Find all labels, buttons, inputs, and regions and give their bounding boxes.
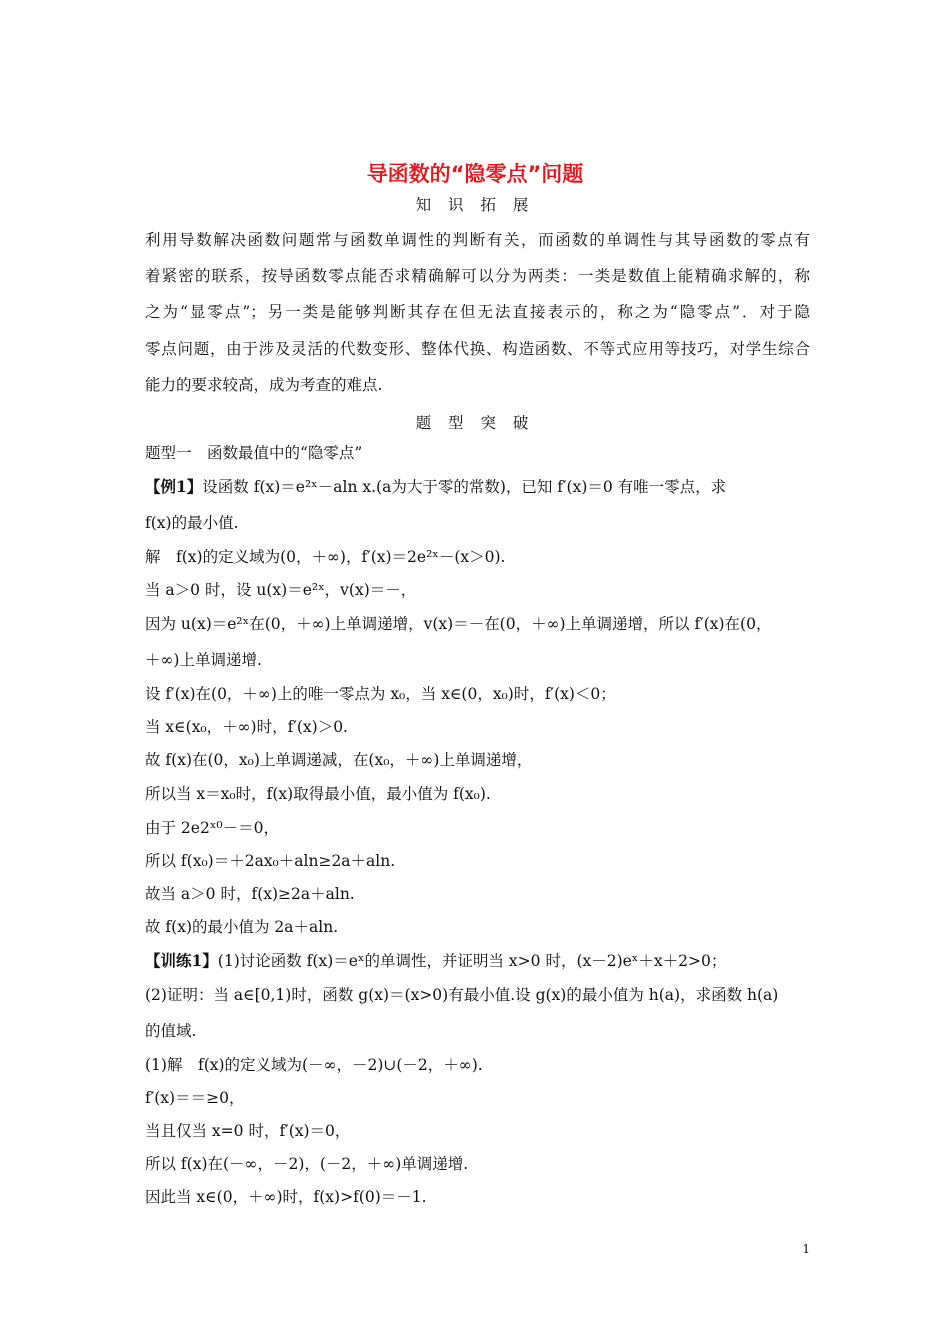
training1-part2-line2: 的值域.	[145, 1022, 197, 1040]
intro-line-1: 利用导数解决函数问题常与函数单调性的判断有关，而函数的单调性与其导函数的零点有	[145, 231, 810, 249]
example1-solution-line: 故当 a＞0 时，f(x)≥2a＋aln.	[145, 885, 355, 903]
example1-question-text: 设函数 f(x)＝e²ˣ－aln x.(a为大于零的常数)，已知 f′(x)＝0 有唯一零点，求	[202, 478, 727, 496]
example1-solution-line: 当 x∈(x₀，＋∞)时，f′(x)＞0.	[145, 718, 348, 736]
intro-line-2: 着紧密的联系，按导函数零点能否求精确解可以分为两类：一类是数值上能精确求解的，称	[145, 267, 810, 285]
example1-question-line1	[145, 477, 810, 497]
example1-solution-line: 因为 u(x)＝e²ˣ在(0，＋∞)上单调递增，v(x)＝－在(0，＋∞)上单调递增，所以 f′(x)在(0，	[145, 615, 772, 633]
example1-solution-line: 所以 f(x₀)＝＋2ax₀＋aln≥2a＋aln.	[145, 852, 396, 870]
intro-line-3: 之为“显零点”；另一类是能够判断其存在但无法直接表示的，称之为“隐零点”．对于隐	[145, 303, 810, 321]
example1-solution-line: 设 f′(x)在(0，＋∞)上的唯一零点为 x₀，当 x∈(0，x₀)时，f′(x)＜0；	[145, 685, 616, 703]
type-one-heading: 题型一 函数最值中的“隐零点”	[145, 444, 363, 462]
intro-line-5: 能力的要求较高，成为考查的难点.	[145, 376, 383, 394]
training1-label: 【训练1】	[145, 951, 218, 970]
example1-solution-line: ＋∞)上单调递增.	[145, 651, 262, 669]
page-title: 导函数的“隐零点”问题	[366, 162, 584, 186]
page-number: 1	[802, 1242, 810, 1256]
training1-part1	[145, 951, 810, 971]
example1-solution-line: 故 f(x)在(0，x₀)上单调递减，在(x₀，＋∞)上单调递增，	[145, 751, 533, 769]
training1-solution-line: 所以 f(x)在(－∞，－2)，(－2，＋∞)单调递增.	[145, 1155, 469, 1173]
training1-solution-line: 因此当 x∈(0，＋∞)时，f(x)>f(0)＝－1.	[145, 1188, 427, 1206]
example1-solution-line: 所以当 x＝x₀时，f(x)取得最小值，最小值为 f(x₀).	[145, 785, 491, 803]
training1-part2-line1: (2)证明：当 a∈[0,1)时，函数 g(x)＝(x>0)有最小值.设 g(x)的最小值为 h(a)，求函数 h(a)	[145, 986, 779, 1004]
training1-solution-line: (1)解 f(x)的定义域为(－∞，－2)∪(－2，＋∞).	[145, 1056, 483, 1074]
example1-solution-line: 解 f(x)的定义域为(0，＋∞)，f′(x)＝2e²ˣ－(x＞0).	[145, 548, 506, 566]
example1-label: 【例1】	[145, 477, 203, 496]
training1-solution-line: f′(x)＝＝≥0，	[145, 1089, 245, 1107]
training1-part1-text: (1)讨论函数 f(x)＝eˣ的单调性，并证明当 x>0 时，(x－2)eˣ＋x＋2>0；	[217, 952, 727, 970]
intro-line-4: 零点问题，由于涉及灵活的代数变形、整体代换、构造函数、不等式应用等技巧，对学生综合	[145, 340, 810, 358]
example1-solution-line: 由于 2e2ˣ⁰－＝0，	[145, 819, 279, 837]
training1-solution-line: 当且仅当 x=0 时，f′(x)＝0，	[145, 1122, 351, 1140]
example1-solution-line: 故 f(x)的最小值为 2a＋aln.	[145, 918, 339, 936]
section-heading-breakthrough: 题 型 突 破	[415, 414, 535, 432]
section-heading-extension: 知 识 拓 展	[415, 196, 535, 214]
example1-solution-line: 当 a＞0 时，设 u(x)＝e²ˣ，v(x)＝－，	[145, 581, 417, 599]
example1-question-line2: f(x)的最小值.	[145, 514, 239, 532]
